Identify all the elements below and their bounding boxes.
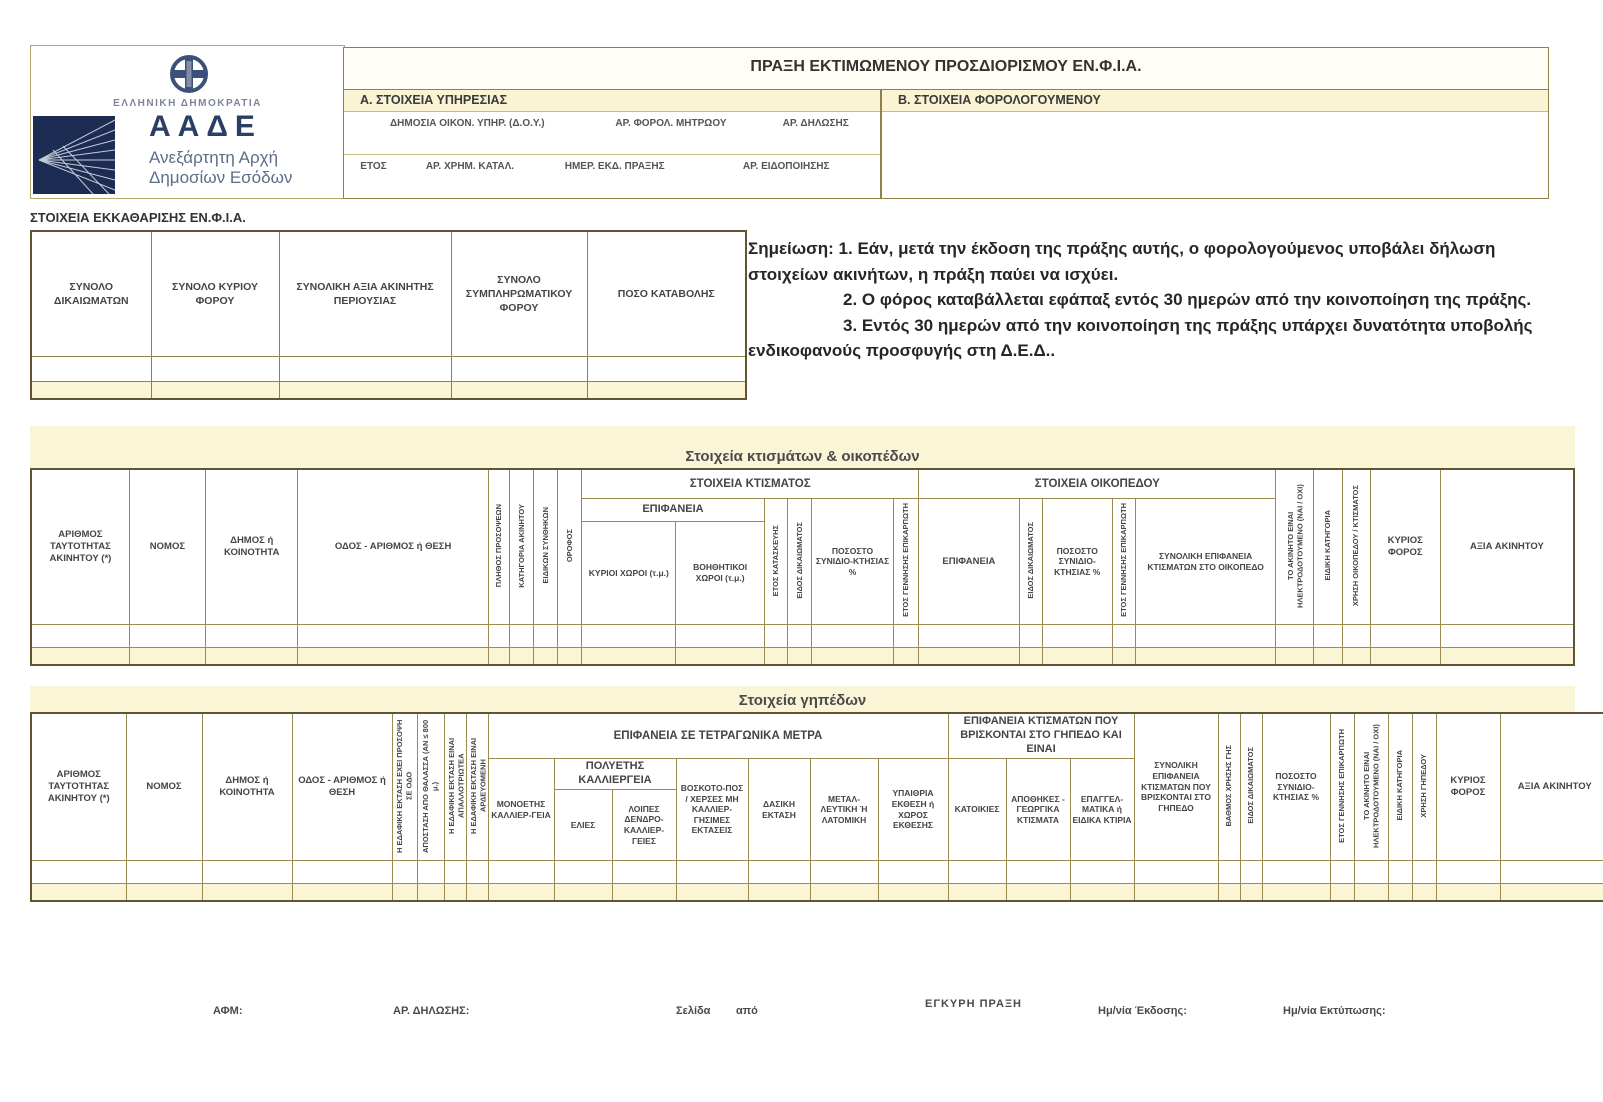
land-table-title-bar [30,686,1575,712]
cell [811,625,893,648]
cell [31,884,126,902]
col-land-use: ΧΡΗΣΗ ΓΗΠΕΔΟΥ [1412,713,1436,861]
cell [587,357,746,382]
cell [126,884,202,902]
cell [1006,884,1070,902]
cell [1440,648,1574,666]
col-professional-buildings: ΕΠΑΓΓΕΛ-ΜΑΤΙΚΑ ή ΕΙΔΙΚΑ ΚΤΙΡΙΑ [1070,759,1134,861]
buildings-header-row-1 [31,469,1574,499]
cell [676,884,748,902]
col-sea-distance: ΑΠΟΣΤΑΣΗ ΑΠΟ ΘΑΛΑΣΣΑ (ΑΝ ≤ 800 μ.) [417,713,444,861]
cell [292,861,392,884]
section-b-title: Β. ΣΤΟΙΧΕΙΑ ΦΟΡΟΛΟΓΟΥΜΕΝΟΥ [882,90,1548,112]
cell [748,861,810,884]
col-property-id: ΑΡΙΘΜΟΣ ΤΑΥΤΟΤΗΤΑΣ ΑΚΙΝΗΤΟΥ (*) [31,713,126,861]
col-usufruct-year: ΕΤΟΣ ΓΕΝΝΗΣΗΣ ΕΠΙΚΑΡΠΩΤΗ [1330,713,1354,861]
cell [676,625,764,648]
col-total-buildings-on-parcel: ΣΥΝΟΛΙΚΗ ΕΠΙΦΑΝΕΙΑ ΚΤΙΣΜΑΤΩΝ ΠΟΥ ΒΡΙΣΚΟΝΤΑΙ ΣΤΟ ΓΗΠΕΔΟ [1134,713,1218,861]
cell [466,884,488,902]
cell [298,625,489,648]
cell [417,861,444,884]
cell [1342,625,1370,648]
field-year-label: ΕΤΟΣ [360,161,387,172]
col-construction-year: ΕΤΟΣ ΚΑΤΑΣΚΕΥΗΣ [764,499,787,625]
greek-republic-emblem-icon [167,52,211,101]
footer-issue-date-label: Ημ/νία Έκδοσης: [1098,1005,1187,1017]
hellenic-republic-label: ΕΛΛΗΝΙΚΗ ΔΗΜΟΚΡΑΤΙΑ [113,98,262,109]
cell [1134,884,1218,902]
cell [1112,648,1135,666]
cell [1370,648,1440,666]
col-property-value: ΑΞΙΑ ΑΚΙΝΗΤΟΥ [1440,469,1574,625]
cell [1112,625,1135,648]
cell [1218,861,1240,884]
col-special-category: ΕΙΔΙΚΗ ΚΑΤΗΓΟΡΙΑ [1314,469,1342,625]
cell [1070,884,1134,902]
col-plot-surface: ΕΠΙΦΑΝΕΙΑ [919,499,1019,625]
cell [587,382,746,400]
col-mining: ΜΕΤΑΛ-ΛΕΥΤΙΚΗ Ή ΛΑΤΟΜΙΚΗ [810,759,878,861]
cell [787,648,811,666]
cell [279,382,451,400]
col-street-address: ΟΔΟΣ - ΑΡΙΘΜΟΣ ή ΘΕΣΗ [298,469,489,625]
cell [558,625,582,648]
cell [948,861,1006,884]
cell [1370,625,1440,648]
cell [31,625,129,648]
col-expropriable: Η ΕΔΑΦΙΚΗ ΕΚΤΑΣΗ ΕΙΝΑΙ ΑΠΑΛΛΟΤΡΙΩΤΕΑ [444,713,466,861]
col-municipality: ΔΗΜΟΣ ή ΚΟΙΝΟΤΗΤΑ [206,469,298,625]
col-street-address: ΟΔΟΣ - ΑΡΙΘΜΟΣ ή ΘΕΣΗ [292,713,392,861]
cell [129,625,205,648]
cell [1006,861,1070,884]
footer-declaration-label: ΑΡ. ΔΗΛΩΣΗΣ: [393,1005,470,1017]
col-plot-usufruct-year: ΕΤΟΣ ΓΕΝΝΗΣΗΣ ΕΠΙΚΑΡΠΩΤΗ [1112,499,1135,625]
aade-full-name: Ανεξάρτητη Αρχή Δημοσίων Εσόδων [149,148,293,188]
cell [126,861,202,884]
page-title: ΠΡΑΞΗ ΕΚΤΙΜΩΜΕΝΟΥ ΠΡΟΣΔΙΟΡΙΣΜΟΥ ΕΝ.Φ.Ι.Α. [750,58,1142,75]
cell [676,861,748,884]
note-block [748,236,1572,364]
cell [919,648,1019,666]
buildings-table [30,468,1575,666]
col-residences: ΚΑΤΟΙΚΙΕΣ [948,759,1006,861]
group-plot-details: ΣΤΟΙΧΕΙΑ ΟΙΚΟΠΕΔΟΥ [919,469,1276,499]
cell [31,357,151,382]
col-land-use-degree: ΒΑΘΜΟΣ ΧΡΗΣΗΣ ΓΗΣ [1218,713,1240,861]
settlement-empty-row [31,382,746,400]
cell [534,648,558,666]
footer-print-date-label: Ημ/νία Εκτύπωσης: [1283,1005,1386,1017]
group-buildings-on-parcel: ΕΠΙΦΑΝΕΙΑ ΚΤΙΣΜΑΤΩΝ ΠΟΥ ΒΡΙΣΚΟΝΤΑΙ ΣΤΟ ΓΗΠΕΔΟ ΚΑΙ ΕΙΝΑΙ [948,713,1134,759]
cell [1276,648,1314,666]
cell [1354,861,1388,884]
cell [1412,861,1436,884]
field-declaration-no-label: ΑΡ. ΔΗΛΩΣΗΣ [782,118,849,129]
cell [1388,861,1412,884]
settlement-empty-row [31,357,746,382]
land-header-row-1 [31,713,1603,759]
cell [31,382,151,400]
cell [582,625,676,648]
col-plot-building-use: ΧΡΗΣΗ ΟΙΚΟΠΕΔΟΥ / ΚΤΙΣΜΑΤΟΣ [1342,469,1370,625]
cell [1240,861,1262,884]
cell [451,357,587,382]
cell [582,648,676,666]
cell [764,625,787,648]
cell [1314,648,1342,666]
col-floor: ΟΡΟΦΟΣ [558,469,582,625]
col-prefecture: ΝΟΜΟΣ [126,713,202,861]
cell [810,884,878,902]
col-facade-count: ΠΛΗΘΟΣ ΠΡΟΣΟΨΕΩΝ [488,469,509,625]
col-outdoor-exhibition: ΥΠΑΙΘΡΙΑ ΕΚΘΕΣΗ ή ΧΩΡΟΣ ΕΚΘΕΣΗΣ [878,759,948,861]
cell [202,884,292,902]
cell [1019,625,1042,648]
cell [1134,861,1218,884]
col-annual-crop: ΜΟΝΟΕΤΗΣ ΚΑΛΛΙΕΡ-ΓΕΙΑ [488,759,554,861]
cell [488,884,554,902]
cell [1218,884,1240,902]
cell [787,625,811,648]
col-property-category: ΚΑΤΗΓΟΡΙΑ ΑΚΙΝΗΤΟΥ [509,469,533,625]
cell [748,884,810,902]
cell [488,648,509,666]
cell [612,884,676,902]
col-pasture: ΒΟΣΚΟΤΟ-ΠΟΣ / ΧΕΡΣΕΣ ΜΗ ΚΑΛΛΙΕΡ-ΓΗΣΙΜΕΣ ΕΚΤΑΣΕΙΣ [676,759,748,861]
settlement-table [30,230,747,400]
col-plot-right-type: ΕΙΔΟΣ ΔΙΚΑΙΩΜΑΤΟΣ [1019,499,1042,625]
cell [509,648,533,666]
cell [1262,861,1330,884]
footer-valid-act-label: ΕΓΚΥΡΗ ΠΡΑΞΗ [925,998,1022,1010]
cell [466,861,488,884]
col-building-right-type: ΕΙΔΟΣ ΔΙΚΑΙΩΜΑΤΟΣ [787,499,811,625]
field-notice-no-label: ΑΡ. ΕΙΔΟΠΟΙΗΣΗΣ [742,161,830,172]
col-payment-amount: ΠΟΣΟ ΚΑΤΑΒΟΛΗΣ [587,231,746,357]
cell [1436,861,1500,884]
section-service-details [343,89,881,199]
col-building-ownership-pct: ΠΟΣΟΣΤΟ ΣΥΝΙΔΙΟ-ΚΤΗΣΙΑΣ % [811,499,893,625]
section-taxpayer-details [881,89,1549,199]
cell [1019,648,1042,666]
col-special-category: ΕΙΔΙΚΗ ΚΑΤΗΓΟΡΙΑ [1388,713,1412,861]
cell [31,861,126,884]
col-prefecture: ΝΟΜΟΣ [129,469,205,625]
col-total-main-tax: ΣΥΝΟΛΟ ΚΥΡΙΟΥ ΦΟΡΟΥ [151,231,279,357]
footer-afm-label: ΑΦΜ: [213,1005,243,1017]
cell [878,884,948,902]
buildings-table-title: Στοιχεία κτισμάτων & οικοπέδων [685,448,920,465]
section-a-title: Α. ΣΤΟΙΧΕΙΑ ΥΠΗΡΕΣΙΑΣ [344,90,880,112]
field-doy-label: ΔΗΜΟΣΙΑ ΟΙΚΟΝ. ΥΠΗΡ. (Δ.Ο.Υ.) [389,118,545,129]
cell [392,861,417,884]
cell [919,625,1019,648]
cell [451,382,587,400]
cell [129,648,205,666]
cell [417,884,444,902]
field-issue-date-label: ΗΜΕΡ. ΕΚΔ. ΠΡΑΞΗΣ [564,161,665,172]
cell [1314,625,1342,648]
cell [1354,884,1388,902]
col-olives: ΕΛΙΕΣ [554,790,612,861]
cell [948,884,1006,902]
field-money-catalog-label: ΑΡ. ΧΡΗΜ. ΚΑΤΑΛ. [425,161,515,172]
cell [1342,648,1370,666]
col-property-id: ΑΡΙΘΜΟΣ ΤΑΥΤΟΤΗΤΑΣ ΑΚΙΝΗΤΟΥ (*) [31,469,129,625]
col-electrified: ΤΟ ΑΚΙΝΗΤΟ ΕΙΝΑΙ ΗΛΕΚΤΡΟΔΟΤΟΥΜΕΝΟ (ΝΑΙ / ΟΧΙ) [1276,469,1314,625]
section-a-row2 [344,154,880,196]
col-total-supplementary-tax: ΣΥΝΟΛΟ ΣΥΜΠΛΗΡΩΜΑΤΙΚΟΥ ΦΟΡΟΥ [451,231,587,357]
cell [1042,625,1112,648]
cell [810,861,878,884]
note-paragraph-2: 2. Ο φόρος καταβάλλεται εφάπαξ εντός 30 ημερών από την κοινοποίηση της πράξης. [843,290,1532,309]
footer-page-label: Σελίδα [676,1005,711,1017]
buildings-empty-row [31,648,1574,666]
cell [444,884,466,902]
col-municipality: ΔΗΜΟΣ ή ΚΟΙΝΟΤΗΤΑ [202,713,292,861]
cell [894,648,919,666]
group-perennial-crop: ΠΟΛΥΕΤΗΣ ΚΑΛΛΙΕΡΓΕΙΑ [554,759,676,790]
col-irrigated: Η ΕΔΑΦΙΚΗ ΕΚΤΑΣΗ ΕΙΝΑΙ ΑΡΔΕΥΟΜΕΝΗ [466,713,488,861]
col-total-buildings-on-plot: ΣΥΝΟΛΙΚΗ ΕΠΙΦΑΝΕΙΑ ΚΤΙΣΜΑΤΩΝ ΣΤΟ ΟΙΚΟΠΕΔΟ [1135,499,1276,625]
cell [554,884,612,902]
cell [1330,884,1354,902]
land-table [30,712,1603,902]
cell [292,884,392,902]
settlement-header-row [31,231,746,357]
section-a-row1 [344,112,880,154]
col-other-tree-crops: ΛΟΙΠΕΣ ΔΕΝΔΡΟ-ΚΑΛΛΙΕΡ-ΓΕΙΕΣ [612,790,676,861]
footer-page-of-label: από [736,1005,758,1017]
group-building-details: ΣΤΟΙΧΕΙΑ ΚΤΙΣΜΑΤΟΣ [582,469,919,499]
cell [558,648,582,666]
cell [1500,884,1603,902]
cell [1388,884,1412,902]
col-total-property-value: ΣΥΝΟΛΙΚΗ ΑΞΙΑ ΑΚΙΝΗΤΗΣ ΠΕΡΙΟΥΣΙΑΣ [279,231,451,357]
cell [1135,625,1276,648]
field-tax-registry-label: ΑΡ. ΦΟΡΟΛ. ΜΗΤΡΩΟΥ [615,118,727,129]
cell [298,648,489,666]
cell [151,382,279,400]
col-special-conditions: ΕΙΔΙΚΩΝ ΣΥΝΘΗΚΩΝ [534,469,558,625]
cell [31,648,129,666]
note-paragraph-3: 3. Εντός 30 ημερών από την κοινοποίηση της πράξης υπάρχει δυνατότητα υποβολής ενδικοφανούς προσφυγής στη Δ.Ε.Δ.. [748,315,1533,360]
cell [509,625,533,648]
cell [206,625,298,648]
cell [1276,625,1314,648]
col-aux-spaces: ΒΟΗΘΗΤΙΚΟΙ ΧΩΡΟΙ (τ.μ.) [676,522,764,625]
col-ownership-pct: ΠΟΣΟΣΤΟ ΣΥΝΙΔΙΟ-ΚΤΗΣΙΑΣ % [1262,713,1330,861]
col-building-usufruct-year: ΕΤΟΣ ΓΕΝΝΗΣΗΣ ΕΠΙΚΑΡΠΩΤΗ [894,499,919,625]
col-road-frontage: Η ΕΔΑΦΙΚΗ ΕΚΤΑΣΗ ΕΧΕΙ ΠΡΟΣΟΨΗ ΣΕ ΟΔΟ [392,713,417,861]
light-rays-icon [33,116,115,194]
cell [1042,648,1112,666]
col-main-tax: ΚΥΡΙΟΣ ΦΟΡΟΣ [1436,713,1500,861]
cell [444,861,466,884]
cell [1240,884,1262,902]
land-empty-row [31,861,1603,884]
cell [612,861,676,884]
aade-acronym: ΑΑΔΕ [149,110,262,143]
note-paragraph-1: Σημείωση: 1. Εάν, μετά την έκδοση της πράξης αυτής, ο φορολογούμενος υποβάλει δήλωση στοιχείων ακινήτων, η πράξη παύει να ισχύει. [748,239,1496,284]
cell [151,357,279,382]
cell [1436,884,1500,902]
cell [1412,884,1436,902]
cell [488,861,554,884]
cell [1135,648,1276,666]
cell [1500,861,1603,884]
buildings-empty-row [31,625,1574,648]
cell [1262,884,1330,902]
cell [1330,861,1354,884]
settlement-table-title: ΣΤΟΙΧΕΙΑ ΕΚΚΑΘΑΡΙΣΗΣ ΕΝ.Φ.Ι.Α. [30,210,246,225]
cell [811,648,893,666]
col-total-rights: ΣΥΝΟΛΟ ΔΙΚΑΙΩΜΑΤΩΝ [31,231,151,357]
cell [1440,625,1574,648]
col-plot-ownership-pct: ΠΟΣΟΣΤΟ ΣΥΝΙΔΙΟ-ΚΤΗΣΙΑΣ % [1042,499,1112,625]
col-right-type: ΕΙΔΟΣ ΔΙΚΑΙΩΜΑΤΟΣ [1240,713,1262,861]
document-title-box [343,47,1549,91]
cell [202,861,292,884]
land-empty-row [31,884,1603,902]
col-electrified: ΤΟ ΑΚΙΝΗΤΟ ΕΙΝΑΙ ΗΛΕΚΤΡΟΔΟΤΟΥΜΕΝΟ (ΝΑΙ / ΟΧΙ) [1354,713,1388,861]
buildings-table-title-bar [30,426,1575,468]
footer-bar [0,995,1603,1035]
col-forest: ΔΑΣΙΚΗ ΕΚΤΑΣΗ [748,759,810,861]
land-table-title: Στοιχεία γηπέδων [738,692,867,709]
col-property-value: ΑΞΙΑ ΑΚΙΝΗΤΟΥ [1500,713,1603,861]
cell [1070,861,1134,884]
cell [534,625,558,648]
cell [392,884,417,902]
cell [894,625,919,648]
col-main-spaces: ΚΥΡΙΟΙ ΧΩΡΟΙ (τ.μ.) [582,522,676,625]
cell [878,861,948,884]
cell [488,625,509,648]
cell [279,357,451,382]
cell [554,861,612,884]
group-surface: ΕΠΙΦΑΝΕΙΑ [582,499,765,522]
group-surface-sqm: ΕΠΙΦΑΝΕΙΑ ΣΕ ΤΕΤΡΑΓΩΝΙΚΑ ΜΕΤΡΑ [488,713,948,759]
cell [206,648,298,666]
col-main-tax: ΚΥΡΙΟΣ ΦΟΡΟΣ [1370,469,1440,625]
cell [676,648,764,666]
aade-logo-block [30,45,345,199]
cell [764,648,787,666]
col-warehouses: ΑΠΟΘΗΚΕΣ - ΓΕΩΡΓΙΚΑ ΚΤΙΣΜΑΤΑ [1006,759,1070,861]
